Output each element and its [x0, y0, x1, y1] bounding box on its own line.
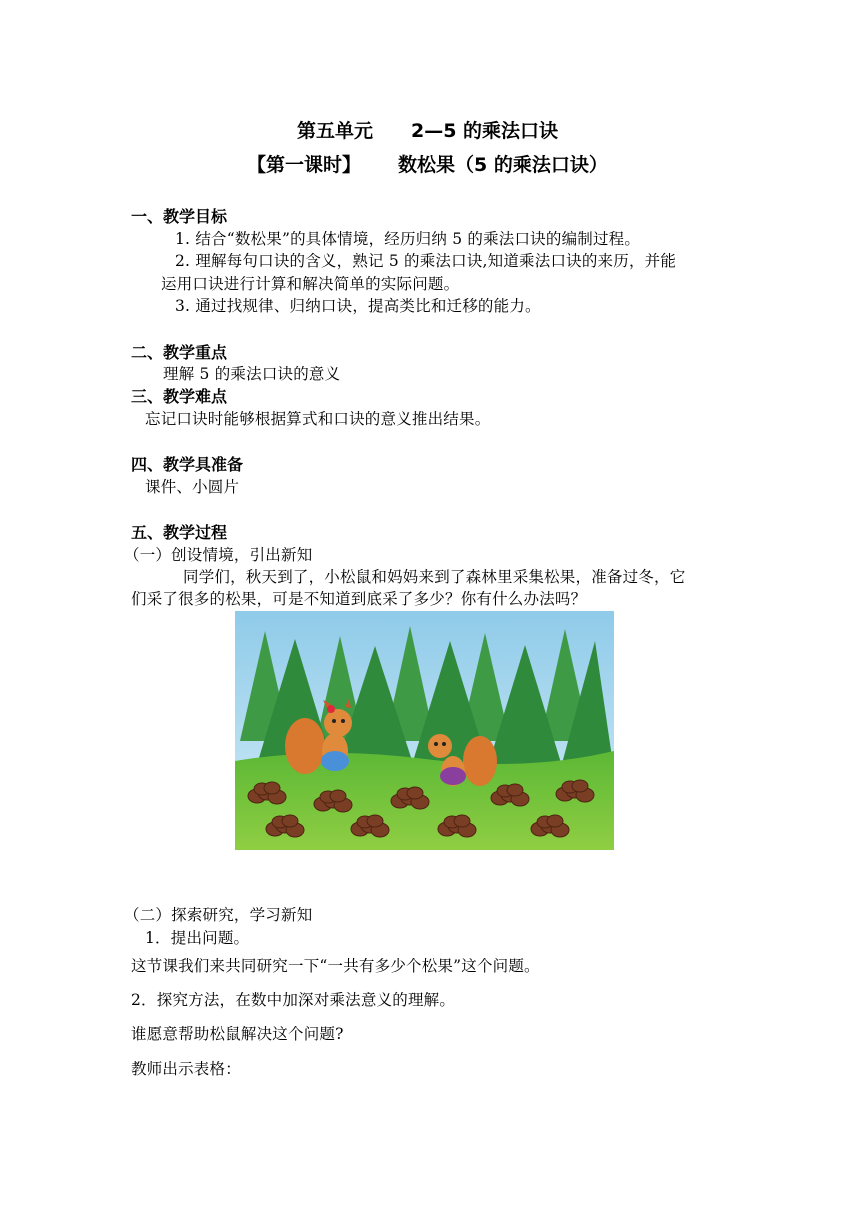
step-2-title: 2．探究方法，在数中加深对乘法意义的理解。: [131, 991, 456, 1009]
story-paragraph-line-1: 同学们，秋天到了，小松鼠和妈妈来到了森林里采集松果，准备过冬，它: [183, 568, 686, 586]
objective-item-2: 2. 理解每句口诀的含义，熟记 5 的乘法口诀,知道乘法口诀的来历，并能: [175, 252, 677, 270]
difficulty-text: 忘记口诀时能够根据算式和口诀的意义推出结果。: [145, 410, 491, 428]
objective-item-3: 3. 通过找规律、归纳口诀，提高类比和迁移的能力。: [175, 297, 541, 315]
help-question-line: 谁愿意帮助松鼠解决这个问题?: [131, 1025, 344, 1043]
subsection-1-title: （一）创设情境，引出新知: [124, 546, 313, 564]
section-heading-key-points: 二、教学重点: [131, 343, 228, 362]
teacher-shows-table-line: 教师出示表格：: [131, 1060, 241, 1078]
section-heading-difficulties: 三、教学难点: [131, 387, 228, 406]
step-1-title: 1．提出问题。: [145, 929, 250, 947]
section-heading-objectives: 一、教学目标: [131, 207, 228, 226]
document-title: 第五单元 2—5 的乘法口诀: [297, 120, 559, 142]
subsection-2-title: （二）探索研究，学习新知: [124, 906, 313, 924]
story-paragraph-line-2: 们采了很多的松果，可是不知道到底采了多少？你有什么办法吗？: [131, 590, 587, 608]
section-heading-materials: 四、教学具准备: [131, 455, 244, 474]
lesson-title: 数松果（5 的乘法口诀）: [398, 154, 608, 176]
section-heading-process: 五、教学过程: [131, 523, 228, 542]
key-point-text: 理解 5 的乘法口诀的意义: [163, 365, 341, 383]
question-line: 这节课我们来共同研究一下“一共有多少个松果”这个问题。: [131, 957, 540, 975]
objective-item-1: 1. 结合“数松果”的具体情境，经历归纳 5 的乘法口诀的编制过程。: [175, 230, 641, 248]
objective-item-2-cont: 运用口诀进行计算和解决简单的实际问题。: [161, 275, 460, 293]
materials-text: 课件、小圆片: [145, 478, 240, 496]
squirrels-pinecones-illustration: [235, 611, 614, 850]
lesson-label: 【第一课时】: [247, 154, 362, 176]
